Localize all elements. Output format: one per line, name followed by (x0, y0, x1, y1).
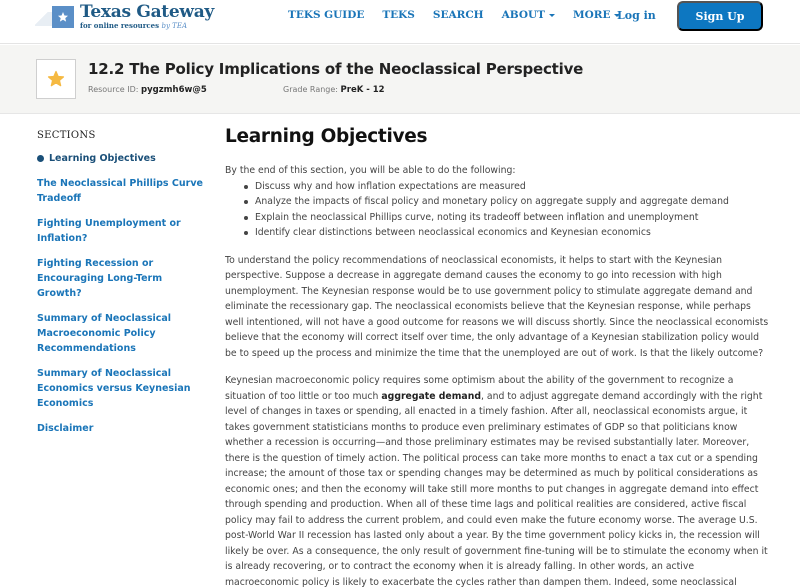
resource-thumbnail (36, 59, 76, 99)
list-item: Identify clear distinctions between neoclassical economics and Keynesian economics (242, 225, 770, 241)
sections-heading: SECTIONS (37, 130, 96, 141)
grade-range (283, 85, 385, 95)
resource-id (88, 85, 207, 95)
logo-subtitle-text: for online resources (80, 21, 160, 30)
star-icon (52, 6, 74, 28)
grade-range-label: Grade Range: (283, 85, 338, 94)
list-item: Analyze the impacts of fiscal policy and monetary policy on aggregate supply and aggregate demand (242, 194, 770, 210)
sidebar-item-phillips-curve[interactable]: The Neoclassical Phillips Curve Tradeoff (37, 178, 203, 204)
paragraph-keynesian-perspective: To understand the policy recommendations of neoclassical economists, it helps to start with the Keynesian perspective. Suppose a decrease in aggregate demand causes the economy to go into recession with high unemployment. The Keynesian response would be to use government policy to stimulate aggregate demand and eliminate the recessionary gap. The neoclassical economists believe that the Keynesian response, while perhaps well intentioned, will not have a good outcome for reasons we will discuss shortly. Since the neoclassical economists believe that the economy will correct itself over time, the only advantage of a Keynesian stabilization policy would be to speed up the process and minimize the time that the unemployed are out of work. Is that the likely outcome? (225, 254, 769, 359)
nav-search[interactable] (433, 9, 484, 21)
nav-teks[interactable] (382, 9, 415, 21)
sidebar-item-fighting-unemployment[interactable]: Fighting Unemployment or Inflation? (37, 218, 181, 244)
nav-label: SEARCH (432, 9, 484, 21)
active-dot-icon (37, 155, 44, 162)
nav-label: MORE (572, 9, 611, 21)
resource-title: 12.2 The Policy Implications of the Neoclassical Perspective (88, 60, 584, 78)
signup-button[interactable]: Sign Up (677, 1, 763, 31)
section-heading: Learning Objectives (225, 126, 428, 147)
objectives-intro: By the end of this section, you will be able to do the following: (225, 165, 516, 176)
sidebar-item-label: Learning Objectives (49, 153, 156, 164)
nav-more-dropdown[interactable] (573, 9, 621, 21)
nav-label: TEKS GUIDE (288, 9, 365, 21)
list-item: Explain the neoclassical Phillips curve, noting its tradeoff between inflation and unemployment (242, 210, 770, 226)
paragraph-keynesian-policy (225, 373, 770, 588)
caret-down-icon (549, 14, 555, 17)
nav-label: TEKS (382, 9, 415, 21)
list-item: Discuss why and how inflation expectations are measured (242, 179, 770, 195)
sidebar-item-fighting-recession[interactable]: Fighting Recession or Encouraging Long-Term Growth? (37, 258, 163, 299)
sidebar-item-summary-keynesian[interactable]: Summary of Neoclassical Economics versus Keynesian Economics (37, 368, 191, 409)
main-content (225, 126, 770, 588)
key-term-aggregate-demand: aggregate demand (381, 390, 481, 402)
sidebar-item-learning-objectives[interactable] (37, 151, 207, 166)
paragraph-text: Keynesian macroeconomic policy requires some optimism about the ability of the government to recognize a situation of too little or too much (225, 375, 734, 402)
login-link[interactable]: Log in (617, 9, 656, 22)
objectives-list (225, 179, 770, 241)
sections-sidebar (37, 130, 207, 446)
nav-label: ABOUT (501, 9, 545, 21)
nav-teks-guide[interactable] (288, 9, 364, 21)
resource-header (0, 45, 800, 114)
sidebar-item-summary-policy[interactable]: Summary of Neoclassical Macroeconomic Policy Recommendations (37, 313, 172, 354)
logo-by-tea: by TEA (161, 22, 187, 30)
main-nav (288, 9, 638, 21)
resource-id-value: pygzmh6w@5 (141, 85, 207, 95)
sidebar-item-disclaimer[interactable]: Disclaimer (37, 423, 94, 434)
resource-id-label: Resource ID: (88, 85, 139, 94)
star-icon (46, 69, 66, 89)
logo-subtitle (80, 22, 214, 30)
paragraph-text: , and to adjust aggregate demand accordingly with the right level of changes in taxes or spending, all enacted in a timely fashion. After all, neoclassical economists argue, it takes government statisticians months to produce even preliminary estimates of GDP so that politicians know whether a recession is occurring—and those preliminary estimates may be revised substantially later. Moreover, there is the question of timely action. The political process can take more months to enact a tax cut or a spending increase; the amount of those tax or spending changes may be determined as much by political considerations as economic ones; and then the economy will take still more months to put changes in aggregate demand into effect through spending and production. When all of these time lags and political realities are considered, active fiscal policy may fail to address the current problem, and could even make the future economy worse. The average U.S. post-World War II recession has lasted only about a year. By the time government policy kicks in, the recession will likely be over. As a consequence, the only result of government fine-tuning will be to stimulate the economy when it is already recovering, or to contract the economy when it is already falling. In other words, an active macroeconomic policy is likely to exacerbate the cycles rather than dampen them. Indeed, some neoclassical (225, 390, 768, 588)
grade-range-value: PreK - 12 (340, 85, 385, 95)
nav-about-dropdown[interactable] (502, 9, 555, 21)
top-navigation (0, 0, 800, 44)
logo-shadow (35, 12, 53, 26)
texas-gateway-logo[interactable] (38, 2, 214, 32)
logo-title: Texas Gateway (80, 2, 214, 22)
